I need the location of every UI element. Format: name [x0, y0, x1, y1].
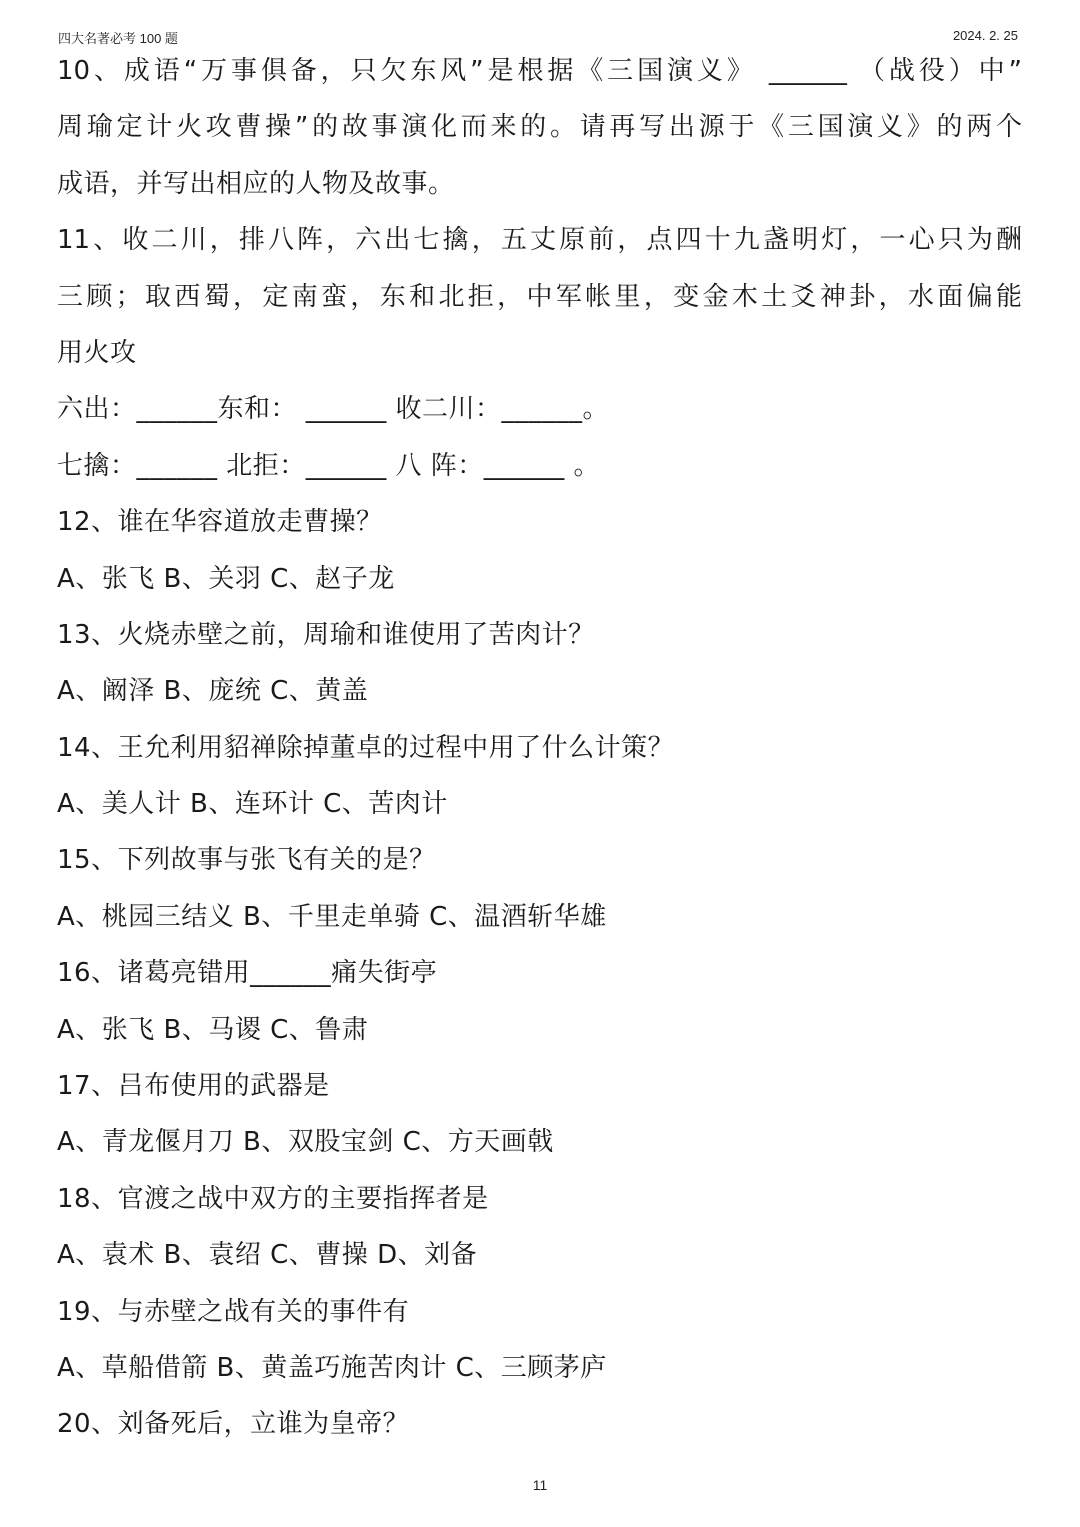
- q18-question: 18、官渡之战中双方的主要指挥者是: [57, 1183, 489, 1214]
- q19-options: A、草船借箭 B、黄盖巧施苦肉计 C、三顾茅庐: [57, 1352, 607, 1383]
- header-date: 2024. 2. 25: [952, 28, 1018, 43]
- q17-options: A、青龙偃月刀 B、双股宝剑 C、方天画戟: [57, 1127, 554, 1158]
- q14-question: 14、王允利用貂禅除掉董卓的过程中用了什么计策？: [57, 732, 675, 763]
- q11-line-2: 三顾；取西蜀，定南蛮，东和北拒，中军帐里，变金木土爻神卦，水面偏能: [57, 281, 1022, 312]
- page-number: 11: [532, 1477, 548, 1493]
- q10-line-1: 10、成语“万事俱备，只欠东风”是根据《三国演义》 ______ （战役）中”: [57, 56, 1022, 86]
- q11-line-3: 用火攻: [57, 337, 137, 368]
- q20-question: 20、刘备死后，立谁为皇帝？: [57, 1409, 410, 1440]
- q13-question: 13、火烧赤壁之前，周瑜和谁使用了苦肉计？: [57, 619, 595, 650]
- q11-line-1: 11、收二川，排八阵，六出七擒，五丈原前，点四十九盏明灯，一心只为酬: [57, 225, 1022, 256]
- q16-options: A、张飞 B、马谡 C、鲁肃: [57, 1014, 369, 1045]
- q10-line-3: 成语，并写出相应的人物及故事。: [57, 168, 455, 199]
- question-body: [57, 43, 1022, 1453]
- q12-options: A、张飞 B、关羽 C、赵子龙: [57, 563, 395, 594]
- q10-line-2: 周瑜定计火攻曹操”的故事演化而来的。请再写出源于《三国演义》的两个: [57, 112, 1022, 143]
- q11-fill-row-2: 七擒：______ 北拒：______ 八 阵：______ 。: [57, 450, 601, 481]
- q14-options: A、美人计 B、连环计 C、苦肉计: [57, 789, 448, 820]
- q13-options: A、阚泽 B、庞统 C、黄盖: [57, 676, 369, 707]
- header-title: 四大名著必考 100 题: [58, 31, 178, 46]
- q19-question: 19、与赤壁之战有关的事件有: [57, 1296, 410, 1327]
- q18-options: A、袁术 B、袁绍 C、曹操 D、刘备: [57, 1240, 478, 1271]
- q15-options: A、桃园三结义 B、千里走单骑 C、温酒斩华雄: [57, 901, 607, 932]
- q11-fill-row-1: 六出：______东和： ______ 收二川：______。: [57, 394, 610, 425]
- q17-question: 17、吕布使用的武器是: [57, 1071, 330, 1102]
- q15-question: 15、下列故事与张飞有关的是？: [57, 845, 436, 876]
- q12-question: 12、谁在华容道放走曹操？: [57, 507, 383, 538]
- q16-question: 16、诸葛亮错用______痛失街亭: [57, 958, 438, 989]
